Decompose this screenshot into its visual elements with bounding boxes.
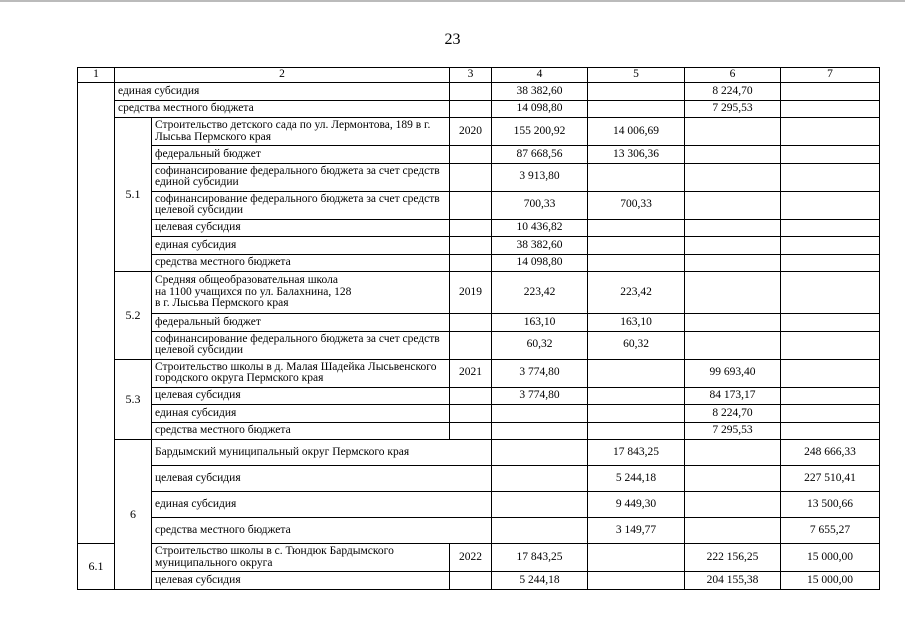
project-title: Строительство школы в д. Малая Шадейка Лысьвенского городского округа Пермского края [152, 359, 450, 387]
table-row [78, 254, 880, 272]
row-label: целевая субсидия [152, 466, 492, 492]
cell-col4: 38 382,60 [492, 83, 588, 101]
table-row [78, 219, 880, 237]
col-header-2: 2 [115, 68, 450, 83]
top-border-line [0, 0, 905, 2]
table-row [78, 272, 880, 314]
cell-col4: 3 774,80 [492, 387, 588, 405]
subsection-index: 6.1 [78, 544, 115, 590]
subsection-index: 5.1 [115, 118, 152, 272]
col-header-3: 3 [450, 68, 492, 83]
col-header-7: 7 [781, 68, 880, 83]
budget-table [77, 67, 880, 590]
cell-col5: 14 006,69 [588, 118, 685, 146]
row-label: софинансирование федерального бюджета за счет средств целевой субсидии [152, 331, 450, 359]
page-number: 23 [444, 31, 461, 48]
col-header-5: 5 [588, 68, 685, 83]
cell-col4: 17 843,25 [492, 544, 588, 572]
project-title: Строительство школы в с. Тюндюк Бардымского муниципального округа [152, 544, 450, 572]
table-row [78, 572, 880, 590]
cell-col5: 223,42 [588, 272, 685, 314]
cell-year: 2020 [450, 118, 492, 146]
cell-col6: 84 173,17 [685, 387, 781, 405]
table-row [78, 422, 880, 440]
cell-col4: 3 774,80 [492, 359, 588, 387]
row-label: единая субсидия [152, 237, 450, 255]
row-label: единая субсидия [152, 492, 492, 518]
table-row [78, 440, 880, 466]
row-label: софинансирование федерального бюджета за счет средств единой субсидии [152, 163, 450, 191]
table-row [78, 237, 880, 255]
cell-col4: 60,32 [492, 331, 588, 359]
cell-col6: 13 500,66 [781, 492, 880, 518]
table-row [78, 163, 880, 191]
cell-col6: 8 224,70 [685, 83, 781, 101]
table-row [78, 544, 880, 572]
cell-col7: 15 000,00 [781, 572, 880, 590]
project-title-line: в г. Лысьва Пермского края [155, 297, 289, 310]
cell-col5: 60,32 [588, 331, 685, 359]
cell-col4: 5 244,18 [492, 572, 588, 590]
cell-col4: 14 098,80 [492, 254, 588, 272]
cell-col7: 15 000,00 [781, 544, 880, 572]
table-header-row [78, 68, 880, 83]
cell-col6: 8 224,70 [685, 405, 781, 423]
col-header-6: 6 [685, 68, 781, 83]
table-row [78, 492, 880, 518]
project-title: Строительство детского сада по ул. Лермонтова, 189 в г. Лысьва Пермского края [152, 118, 450, 146]
table-row [78, 146, 880, 164]
cell-col6: 222 156,25 [685, 544, 781, 572]
cell-col6: 204 155,38 [685, 572, 781, 590]
cell-col6: 7 655,27 [781, 518, 880, 544]
cell-col6: 7 295,53 [685, 422, 781, 440]
cell-year: 2022 [450, 544, 492, 572]
row-label: целевая субсидия [152, 219, 450, 237]
cell-col4: 155 200,92 [492, 118, 588, 146]
row-label: федеральный бюджет [152, 146, 450, 164]
table-row [78, 83, 880, 101]
table-row [78, 314, 880, 332]
cell-year: 2019 [450, 272, 492, 314]
cell-col4: 163,10 [492, 314, 588, 332]
cell-year: 2021 [450, 359, 492, 387]
section-index: 6 [115, 440, 152, 590]
table-row [78, 331, 880, 359]
index-cell-empty [78, 83, 115, 544]
cell-col4: 10 436,82 [492, 219, 588, 237]
cell-col4: 9 449,30 [588, 492, 685, 518]
cell-col5: 700,33 [588, 191, 685, 219]
cell-col6: 99 693,40 [685, 359, 781, 387]
row-label: софинансирование федерального бюджета за счет средств целевой субсидии [152, 191, 450, 219]
cell-col4: 14 098,80 [492, 100, 588, 118]
row-label: целевая субсидия [152, 387, 450, 405]
row-label: Бардымский муниципальный округ Пермского края [152, 440, 492, 466]
table-row [78, 118, 880, 146]
row-label: федеральный бюджет [152, 314, 450, 332]
project-title-line: на 1100 учащихся по ул. Балахнина, 128 [155, 285, 352, 298]
row-label: единая субсидия [152, 405, 450, 423]
col-header-1: 1 [78, 68, 115, 83]
cell-col4: 223,42 [492, 272, 588, 314]
row-label: средства местного бюджета [152, 254, 450, 272]
cell-col6: 227 510,41 [781, 466, 880, 492]
project-title-line: Средняя общеобразовательная школа [155, 274, 338, 287]
col-header-4: 4 [492, 68, 588, 83]
cell-col4: 17 843,25 [588, 440, 685, 466]
cell-col4: 38 382,60 [492, 237, 588, 255]
subsection-index: 5.3 [115, 359, 152, 440]
table-row [78, 387, 880, 405]
table-row [78, 466, 880, 492]
cell-col6: 248 666,33 [781, 440, 880, 466]
row-label: единая субсидия [115, 83, 450, 101]
row-label: целевая субсидия [152, 572, 450, 590]
cell-col5: 13 306,36 [588, 146, 685, 164]
cell-col4: 5 244,18 [588, 466, 685, 492]
table-row [78, 359, 880, 387]
cell-col5: 163,10 [588, 314, 685, 332]
row-label: средства местного бюджета [152, 422, 450, 440]
project-title [152, 272, 450, 314]
cell-col4: 3 913,80 [492, 163, 588, 191]
subsection-index: 5.2 [115, 272, 152, 360]
cell-col6: 7 295,53 [685, 100, 781, 118]
cell-col4: 700,33 [492, 191, 588, 219]
table-row [78, 405, 880, 423]
cell-col4: 3 149,77 [588, 518, 685, 544]
table-row [78, 518, 880, 544]
cell-col4: 87 668,56 [492, 146, 588, 164]
table-row [78, 100, 880, 118]
row-label: средства местного бюджета [152, 518, 492, 544]
row-label: средства местного бюджета [115, 100, 450, 118]
table-row [78, 191, 880, 219]
